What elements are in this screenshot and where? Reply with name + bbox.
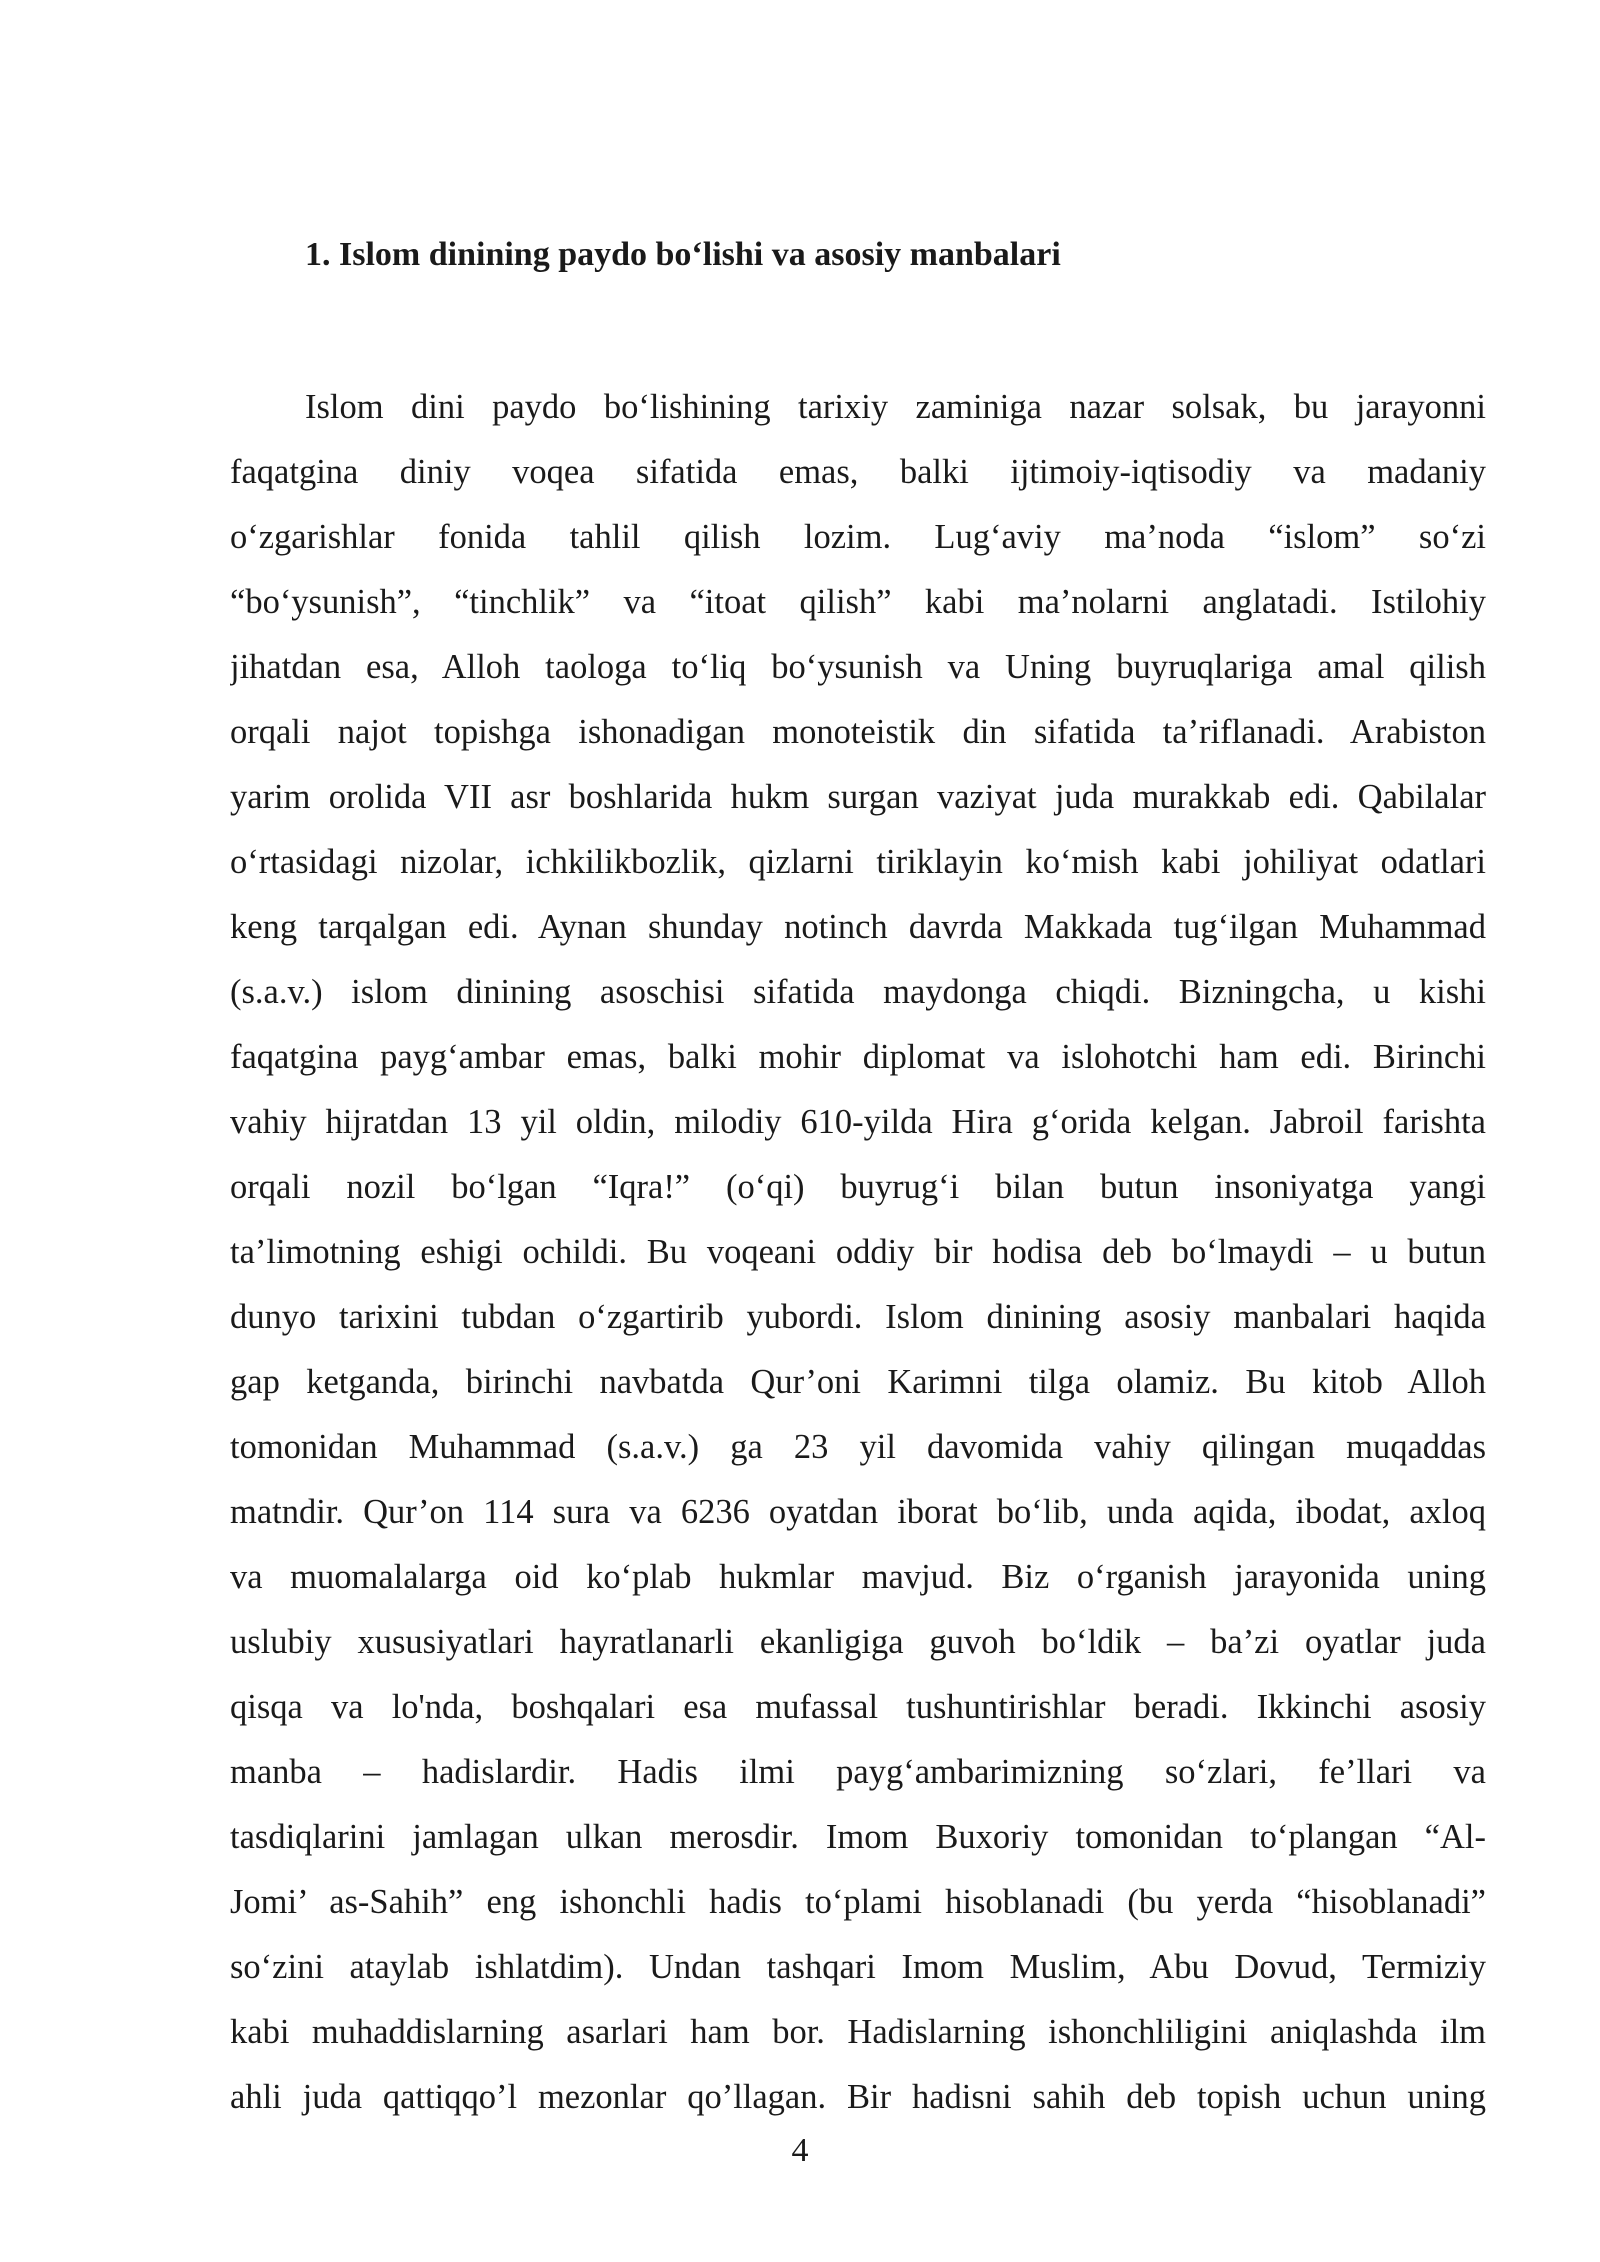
paragraph-line: so‘zini ataylab ishlatdim). Undan tashqari Imom Muslim, Abu Dovud, Termiziy: [230, 1948, 1486, 1986]
paragraph-line: o‘rtasidagi nizolar, ichkilikbozlik, qizlarni tiriklayin ko‘mish kabi johiliyat odatlari: [230, 843, 1486, 881]
paragraph-line: manba – hadislardir. Hadis ilmi payg‘ambarimizning so‘zlari, fe’llari va: [230, 1753, 1486, 1791]
paragraph-line: Jomi’ as-Sahih” eng ishonchli hadis to‘plami hisoblanadi (bu yerda “hisoblanadi”: [230, 1883, 1486, 1921]
paragraph-line: faqatgina diniy voqea sifatida emas, balki ijtimoiy-iqtisodiy va madaniy: [230, 453, 1486, 491]
paragraph-line: “bo‘ysunish”, “tinchlik” va “itoat qilish” kabi ma’nolarni anglatadi. Istilohiy: [230, 583, 1486, 621]
paragraph-line: tasdiqlarini jamlagan ulkan merosdir. Imom Buxoriy tomonidan to‘plangan “Al-: [230, 1818, 1486, 1856]
paragraph-line: matndir. Qur’on 114 sura va 6236 oyatdan iborat bo‘lib, unda aqida, ibodat, axloq: [230, 1493, 1486, 1531]
body-paragraph: [230, 375, 1486, 2130]
paragraph-line: orqali najot topishga ishonadigan monoteistik din sifatida ta’riflanadi. Arabiston: [230, 713, 1486, 751]
paragraph-line: tomonidan Muhammad (s.a.v.) ga 23 yil davomida vahiy qilingan muqaddas: [230, 1428, 1486, 1466]
paragraph-line: orqali nozil bo‘lgan “Iqra!” (o‘qi) buyrug‘i bilan butun insoniyatga yangi: [230, 1168, 1486, 1206]
paragraph-line: vahiy hijratdan 13 yil oldin, milodiy 610-yilda Hira g‘orida kelgan. Jabroil farishta: [230, 1103, 1486, 1141]
paragraph-line: o‘zgarishlar fonida tahlil qilish lozim. Lug‘aviy ma’noda “islom” so‘zi: [230, 518, 1486, 556]
paragraph-line: ta’limotning eshigi ochildi. Bu voqeani oddiy bir hodisa deb bo‘lmaydi – u butun: [230, 1233, 1486, 1271]
paragraph-line: ahli juda qattiqqo’l mezonlar qo’llagan. Bir hadisni sahih deb topish uchun uning: [230, 2078, 1486, 2116]
paragraph-line: (s.a.v.) islom dinining asoschisi sifatida maydonga chiqdi. Bizningcha, u kishi: [230, 973, 1486, 1011]
section-heading: 1. Islom dinining paydo bo‘lishi va asosiy manbalari: [305, 236, 1061, 273]
paragraph-line: dunyo tarixini tubdan o‘zgartirib yubordi. Islom dinining asosiy manbalari haqida: [230, 1298, 1486, 1336]
paragraph-line: jihatdan esa, Alloh taologa to‘liq bo‘ysunish va Uning buyruqlariga amal qilish: [230, 648, 1486, 686]
paragraph-line: uslubiy xususiyatlari hayratlanarli ekanligiga guvoh bo‘ldik – ba’zi oyatlar juda: [230, 1623, 1486, 1661]
page-number: 4: [791, 2132, 809, 2169]
paragraph-line: gap ketganda, birinchi navbatda Qur’oni Karimni tilga olamiz. Bu kitob Alloh: [230, 1363, 1486, 1401]
paragraph-line: Islom dini paydo bo‘lishining tarixiy zaminiga nazar solsak, bu jarayonni: [305, 388, 1486, 426]
paragraph-line: va muomalalarga oid ko‘plab hukmlar mavjud. Biz o‘rganish jarayonida uning: [230, 1558, 1486, 1596]
paragraph-line: yarim orolida VII asr boshlarida hukm surgan vaziyat juda murakkab edi. Qabilalar: [230, 778, 1486, 816]
paragraph-line: keng tarqalgan edi. Aynan shunday notinch davrda Makkada tug‘ilgan Muhammad: [230, 908, 1486, 946]
paragraph-line: qisqa va lo'nda, boshqalari esa mufassal tushuntirishlar beradi. Ikkinchi asosiy: [230, 1688, 1486, 1726]
paragraph-line: faqatgina payg‘ambar emas, balki mohir diplomat va islohotchi ham edi. Birinchi: [230, 1038, 1486, 1076]
paragraph-line: kabi muhaddislarning asarlari ham bor. Hadislarning ishonchliligini aniqlashda ilm: [230, 2013, 1486, 2051]
